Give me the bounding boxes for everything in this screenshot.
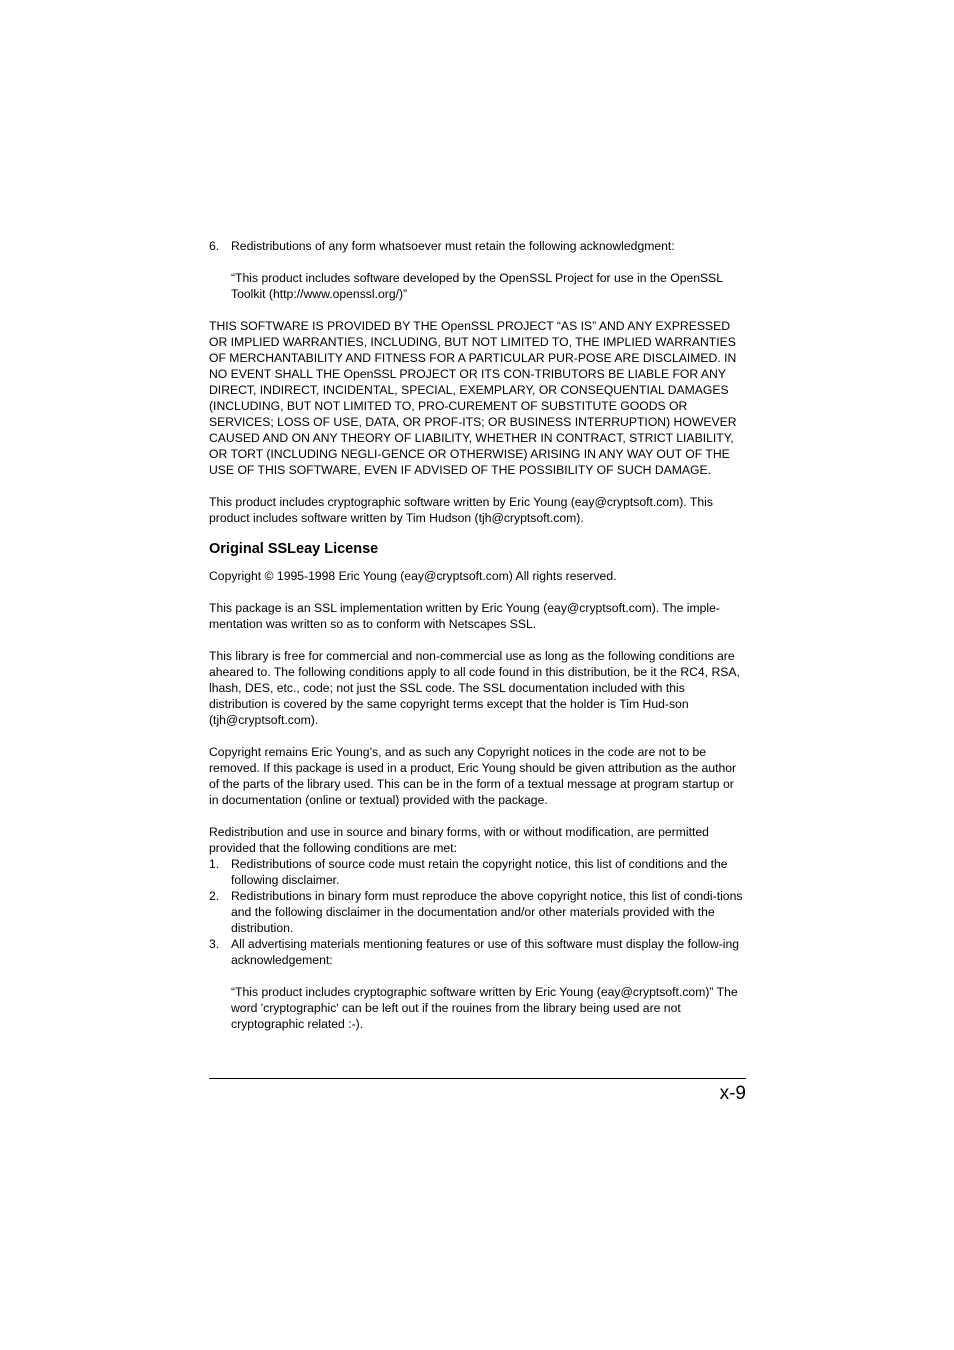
condition-item (209, 888, 746, 936)
condition-text: Redistributions in binary form must reproduce the above copyright notice, this list of condi-tions and the following disclaimer in the documentation and/or other materials provided with the distribution. (231, 889, 743, 935)
ack-quote: “This product includes software developed by the OpenSSL Project for use in the OpenSSL Toolkit (http://www.openssl.org/)” (231, 271, 723, 301)
condition-text: All advertising materials mentioning features or use of this software must display the follow-ing acknowledgement: (231, 937, 740, 967)
list-number: 3. (209, 937, 220, 951)
page-number: x-9 (719, 1083, 746, 1104)
condition-text: Redistributions of source code must retain the copyright notice, this list of conditions and the following disclaimer. (231, 857, 728, 887)
package-paragraph: This package is an SSL implementation written by Eric Young (eay@cryptsoft.com). The imple-mentation was written so as to conform with Netscapes SSL. (209, 601, 720, 631)
condition-quote: “This product includes cryptographic software written by Eric Young (eay@cryptsoft.com)” The word 'cryptographic' can be left out if the rouines from the library being used are not cryptographic related :-). (231, 985, 738, 1031)
footer-rule (209, 1078, 746, 1079)
list-number: 2. (209, 889, 220, 903)
copyright-line: Copyright © 1995-1998 Eric Young (eay@cryptsoft.com) All rights reserved. (209, 569, 617, 583)
ack-item (209, 238, 746, 302)
condition-item (209, 856, 746, 888)
license-text (209, 238, 746, 1032)
section-title: Original SSLeay License (209, 541, 379, 557)
list-number: 6. (209, 239, 220, 253)
list-number: 1. (209, 857, 220, 871)
crypto-note: This product includes cryptographic software written by Eric Young (eay@cryptsoft.com). This product includes software written by Tim Hudson (tjh@cryptsoft.com). (209, 495, 713, 525)
condition-item (209, 936, 746, 1032)
copyright-remains-paragraph: Copyright remains Eric Young’s, and as such any Copyright notices in the code are not to be removed. If this package is used in a product, Eric Young should be given attribution as the author of the parts of the library used. This can be in the form of a textual message at program startup or in documentation (online or textual) provided with the package. (209, 745, 737, 807)
warranty-disclaimer: THIS SOFTWARE IS PROVIDED BY THE OpenSSL PROJECT “AS IS” AND ANY EXPRESSED OR IMPLIED WARRANTIES, INCLUDING, BUT NOT LIMITED TO, THE IMPLIED WARRANTIES OF MERCHANTABILITY AND FITNESS FOR A PARTICULAR PUR-POSE ARE DISCLAIMED. IN NO EVENT SHALL THE OpenSSL PROJECT OR ITS CON-TRIBUTORS BE LIABLE FOR ANY DIRECT, INDIRECT, INCIDENTAL, SPECIAL, EXEMPLARY, OR CONSEQUENTIAL DAMAGES (INCLUDING, BUT NOT LIMITED TO, PRO-CUREMENT OF SUBSTITUTE GOODS OR SERVICES; LOSS OF USE, DATA, OR PROF-ITS; OR BUSINESS INTERRUPTION) HOWEVER CAUSED AND ON ANY THEORY OF LIABILITY, WHETHER IN CONTRACT, STRICT LIABILITY, OR TORT (INCLUDING NEGLI-GENCE OR OTHERWISE) ARISING IN ANY WAY OUT OF THE USE OF THIS SOFTWARE, EVEN IF ADVISED OF THE POSSIBILITY OF SUCH DAMAGE. (209, 319, 737, 477)
library-paragraph: This library is free for commercial and non-commercial use as long as the following conditions are aheared to. The following conditions apply to all code found in this distribution, be it the RC4, RSA, lhash, DES, etc., code; not just the SSL code. The SSL documentation included with this distribution is covered by the same copyright terms except that the holder is Tim Hud-son (tjh@cryptsoft.com). (209, 649, 740, 727)
redistribution-paragraph: Redistribution and use in source and binary forms, with or without modification, are permitted provided that the following conditions are met: (209, 825, 709, 855)
ack-text: Redistributions of any form whatsoever must retain the following acknowledgment: (231, 239, 675, 253)
